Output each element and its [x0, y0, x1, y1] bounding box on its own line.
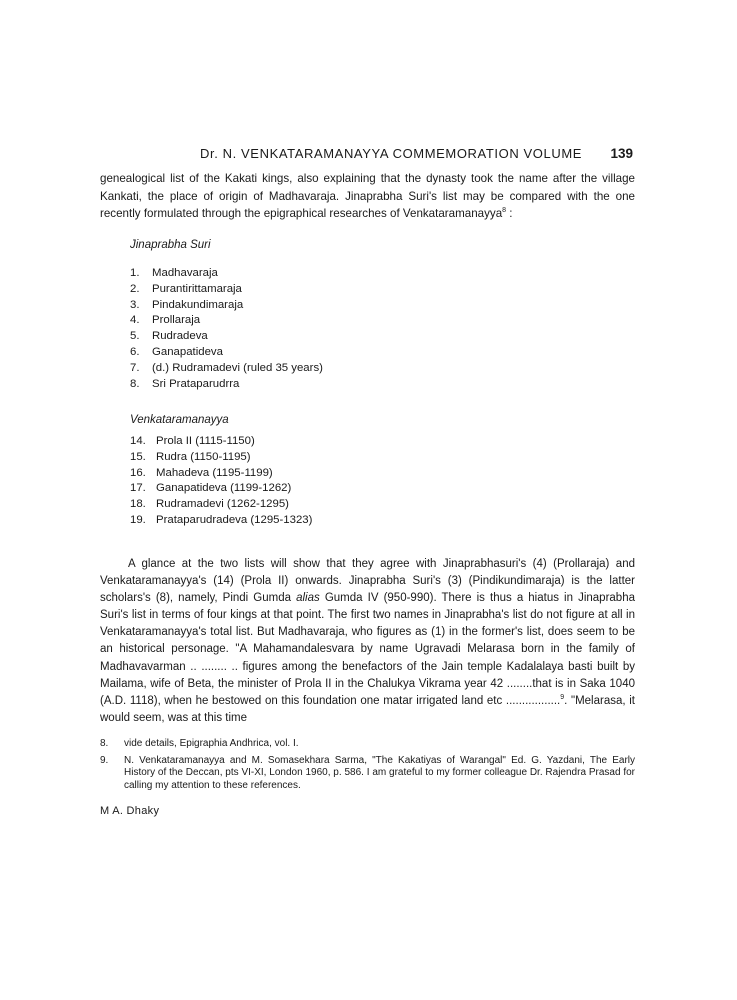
list-item: [130, 361, 323, 377]
footnotes: [100, 738, 635, 797]
list-heading-jinaprabha: Jinaprabha Suri: [130, 239, 211, 251]
footnote-number: 8.: [100, 738, 109, 749]
item-number: 7.: [130, 361, 140, 374]
item-number: 19.: [130, 513, 146, 526]
item-name: Rudramadevi (1262-1295): [156, 498, 289, 511]
list-item: [130, 298, 323, 314]
item-name: (d.) Rudramadevi (ruled 35 years): [152, 361, 323, 374]
body-text-part2: Gumda IV (950-990). There is thus a hiatus in Jinaprabha Suri's list in terms of four kings at that point. The first two names in Jinaprabha's list do not figure at all in Venkataramanayya's total list. But Madhavaraja, who figures as (1) in the former's list, does seem to be an historical personage. "A Mahamandalesvara by name Ugravadi Melarasa born in the family of Madhavavarman .. ........ .. figures among the benefactors of the Jain temple Kadalalaya basti built by Mailama, wife of Beta, the minister of Prola II in the Chalukya Vikrama year 42 ........that is in Saka 1040 (A.D. 1118), when he bestowed on this foundation one matar irrigated land etc .................: [100, 592, 635, 707]
list-item: [130, 377, 323, 393]
item-number: 1.: [130, 267, 140, 279]
king-list-venkataramanayya: [130, 434, 312, 529]
list-item: [130, 313, 323, 329]
running-header: [100, 146, 640, 166]
item-number: 16.: [130, 466, 146, 479]
item-name: Rudra (1150-1195): [156, 450, 251, 463]
item-name: Prataparudradeva (1295-1323): [156, 513, 313, 526]
footnote-ref-9[interactable]: 9: [560, 693, 565, 701]
item-number: 5.: [130, 330, 140, 343]
list-item: [130, 466, 312, 482]
list-item: [130, 282, 323, 298]
intro-text: genealogical list of the Kakati kings, also explaining that the dynasty took the name after the village Kankati, the place of origin of Madhavaraja. Jinaprabha Suri's list may be compared with the one recently formulated through the epigraphical researches of Venkataramanayya: [100, 172, 635, 220]
body-text-part1: A glance at the two lists will show that they agree with Jinaprabhasuri's (4) (Prollaraja) and Venkataramanayya's (14) (Prola II) onwards. Jinaprabha Suri's (3) (Pindikundimaraja) is the latter scholars's (8), namely, Pindi Gumda: [100, 558, 635, 605]
list-item: [130, 329, 323, 345]
list-item: [130, 513, 312, 529]
list-item: [130, 497, 312, 513]
list-item: [130, 434, 312, 450]
item-name: Prola II (1115-1150): [156, 435, 255, 447]
list-item: [130, 345, 323, 361]
footnote-9: [100, 755, 635, 792]
list-item: [130, 450, 312, 466]
item-name: Pindakundimaraja: [152, 298, 244, 311]
item-name: Madhavaraja: [152, 267, 218, 279]
item-number: 18.: [130, 498, 146, 511]
item-name: Mahadeva (1195-1199): [156, 466, 273, 479]
footnote-number: 9.: [100, 755, 109, 767]
body-text-alias: alias: [296, 592, 320, 605]
item-number: 15.: [130, 450, 146, 463]
page-number: 139: [610, 146, 633, 161]
footnote-8: [100, 738, 635, 750]
king-list-jinaprabha: [130, 266, 323, 392]
intro-paragraph: [100, 170, 635, 223]
item-name: Sri Prataparudrra: [152, 377, 240, 390]
footnote-text: N. Venkataramanayya and M. Somasekhara Sarma, "The Kakatiyas of Warangal" Ed. G. Yazdani, The Early History of the Deccan, pts VI-XI, London 1960, p. 586. I am grateful to my former colleague Dr. Rajendra Prasad for calling my attention to these references.: [124, 755, 635, 791]
list-item: [130, 481, 312, 497]
author-name: M A. Dhaky: [100, 805, 160, 817]
item-name: Ganapatideva (1199-1262): [156, 482, 292, 495]
item-number: 4.: [130, 314, 140, 327]
item-number: 2.: [130, 282, 140, 295]
footnote-ref-8[interactable]: 8: [502, 207, 507, 215]
item-name: Rudradeva: [152, 330, 208, 343]
body-paragraph: [100, 556, 635, 727]
header-title: Dr. N. VENKATARAMANAYYA COMMEMORATION VOLUME: [200, 146, 583, 161]
list-heading-venkataramanayya: Venkataramanayya: [130, 414, 229, 426]
item-number: 17.: [130, 482, 146, 495]
intro-text-end: :: [506, 207, 513, 220]
body-text-part3: . "Melarasa, it would seem, was at this time: [100, 694, 635, 724]
item-number: 8.: [130, 377, 140, 390]
item-name: Ganapatideva: [152, 345, 223, 358]
item-number: 3.: [130, 298, 140, 311]
list-item: [130, 266, 323, 282]
item-name: Prollaraja: [152, 314, 201, 327]
item-number: 14.: [130, 435, 146, 447]
item-number: 6.: [130, 345, 140, 358]
footnote-text: vide details, Epigraphia Andhrica, vol. I.: [124, 738, 299, 749]
item-name: Purantirittamaraja: [152, 282, 242, 295]
